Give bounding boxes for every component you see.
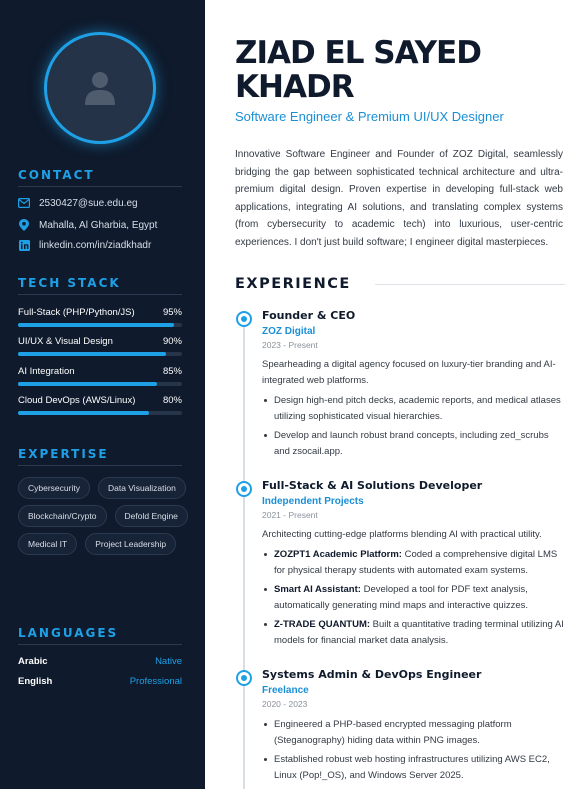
job-dates: 2023 - Present bbox=[262, 340, 318, 350]
expertise-tag: Medical IT bbox=[18, 533, 77, 555]
skill-item bbox=[18, 395, 182, 415]
skill-bar-fill bbox=[18, 352, 166, 356]
skill-item bbox=[18, 307, 182, 327]
expertise-tag: Defold Engine bbox=[115, 505, 188, 527]
linkedin-icon bbox=[18, 239, 30, 251]
job-bullet: Smart AI Assistant: Developed a tool for PDF text analysis, automatically generating mind maps and interactive quizzes. bbox=[274, 582, 565, 614]
job-bullet: Design high-end pitch decks, academic reports, and medical atlases utilizing sophisticated visual hierarchies. bbox=[274, 393, 565, 425]
avatar bbox=[44, 32, 156, 144]
timeline-dot bbox=[236, 670, 252, 686]
skill-name: UI/UX & Visual Design bbox=[18, 336, 113, 347]
job-company: ZOZ Digital bbox=[262, 326, 316, 337]
job-title: Founder & CEO bbox=[262, 309, 356, 322]
skill-bar-fill bbox=[18, 382, 157, 386]
sidebar bbox=[0, 0, 205, 789]
skill-bar-fill bbox=[18, 323, 174, 327]
user-icon bbox=[85, 71, 115, 105]
contact-divider bbox=[18, 186, 182, 187]
skill-percent: 95% bbox=[162, 307, 182, 318]
skill-bar-track bbox=[18, 352, 182, 356]
job-bullets bbox=[262, 547, 565, 649]
skill-percent: 90% bbox=[162, 336, 182, 347]
job-bullet: Established robust web hosting infrastructures utilizing AWS EC2, Linux (Pop!_OS), and Windows Server 2025. bbox=[274, 752, 565, 784]
skill-item bbox=[18, 336, 182, 356]
mail-icon bbox=[18, 197, 30, 209]
skill-name: Cloud DevOps (AWS/Linux) bbox=[18, 395, 136, 406]
experience-divider bbox=[375, 284, 565, 285]
location-text: Mahalla, Al Gharbia, Egypt bbox=[39, 219, 158, 231]
contact-linkedin[interactable] bbox=[18, 239, 151, 251]
expertise-tags bbox=[18, 477, 188, 555]
job-dates: 2021 - Present bbox=[262, 510, 318, 520]
skill-name: AI Integration bbox=[18, 366, 75, 377]
job-company: Independent Projects bbox=[262, 496, 364, 507]
job-bullet: Develop and launch robust brand concepts, including zed_scrubs and zsocail.app. bbox=[274, 428, 565, 460]
job-role: Software Engineer & Premium UI/UX Designer bbox=[235, 109, 504, 124]
timeline-line bbox=[243, 322, 245, 789]
skill-percent: 80% bbox=[162, 395, 182, 406]
skill-item bbox=[18, 366, 182, 386]
job-bullet: ZOZPT1 Academic Platform: Coded a comprehensive digital LMS for physical therapy students with automated exam systems. bbox=[274, 547, 565, 579]
tech-stack-divider bbox=[18, 294, 182, 295]
languages-title: LANGUAGES bbox=[18, 626, 119, 640]
map-pin-icon bbox=[18, 219, 30, 231]
timeline-dot bbox=[236, 481, 252, 497]
job-dates: 2020 - 2023 bbox=[262, 699, 308, 709]
profile-summary: Innovative Software Engineer and Founder of ZOZ Digital, seamlessly bridging the gap between sophisticated technical architecture and ultra-premium digital design. Proven expertise in developing full-stack web applications, integrating AI solutions, and translating complex systems (from cybersecurity to academic tech) into luxurious, user-centric experiences. I don't just build software; I engineer digital masterpieces. bbox=[235, 149, 563, 248]
language-level: Professional bbox=[129, 676, 182, 687]
contact-email[interactable] bbox=[18, 197, 138, 209]
job-title: Full-Stack & AI Solutions Developer bbox=[262, 479, 483, 492]
job-company: Freelance bbox=[262, 685, 309, 696]
experience-item bbox=[262, 479, 565, 652]
experience-title: EXPERIENCE bbox=[235, 276, 351, 292]
skill-percent: 85% bbox=[162, 366, 182, 377]
skill-bar-fill bbox=[18, 411, 149, 415]
job-bullets bbox=[262, 393, 565, 460]
contact-location bbox=[18, 219, 157, 231]
job-title: Systems Admin & DevOps Engineer bbox=[262, 668, 482, 681]
tech-stack-title: TECH STACK bbox=[18, 276, 121, 290]
language-level: Native bbox=[155, 656, 182, 667]
language-row bbox=[18, 676, 182, 687]
expertise-tag: Data Visualization bbox=[98, 477, 186, 499]
expertise-tag: Blockchain/Crypto bbox=[18, 505, 107, 527]
email-text: 2530427@sue.edu.eg bbox=[39, 197, 138, 209]
experience-item bbox=[262, 668, 565, 787]
language-name: Arabic bbox=[18, 656, 48, 667]
language-name: English bbox=[18, 676, 53, 687]
linkedin-text: linkedin.com/in/ziadkhadr bbox=[39, 239, 152, 251]
language-row bbox=[18, 656, 182, 667]
job-description: Architecting cutting-edge platforms blending AI with practical utility. bbox=[262, 529, 542, 540]
skill-bar-track bbox=[18, 411, 182, 415]
languages-divider bbox=[18, 644, 182, 645]
expertise-title: EXPERTISE bbox=[18, 447, 109, 461]
job-description: Spearheading a digital agency focused on luxury-tier branding and AI-integrated web platforms. bbox=[262, 359, 556, 386]
job-bullet: Engineered a PHP-based encrypted messaging platform (Steganography) hiding data within PNG images. bbox=[274, 717, 565, 749]
skill-bar-track bbox=[18, 382, 182, 386]
timeline-dot bbox=[236, 311, 252, 327]
experience-item bbox=[262, 309, 565, 463]
page-title: ZIAD EL SAYED KHADR bbox=[235, 35, 481, 105]
skill-name: Full-Stack (PHP/Python/JS) bbox=[18, 307, 135, 318]
skill-bar-track bbox=[18, 323, 182, 327]
expertise-divider bbox=[18, 465, 182, 466]
expertise-tag: Cybersecurity bbox=[18, 477, 90, 499]
contact-title: CONTACT bbox=[18, 168, 95, 182]
expertise-tag: Project Leadership bbox=[85, 533, 176, 555]
job-bullets bbox=[262, 717, 565, 784]
job-bullet: Z-TRADE QUANTUM: Built a quantitative trading terminal utilizing AI models for financial market data analysis. bbox=[274, 617, 565, 649]
